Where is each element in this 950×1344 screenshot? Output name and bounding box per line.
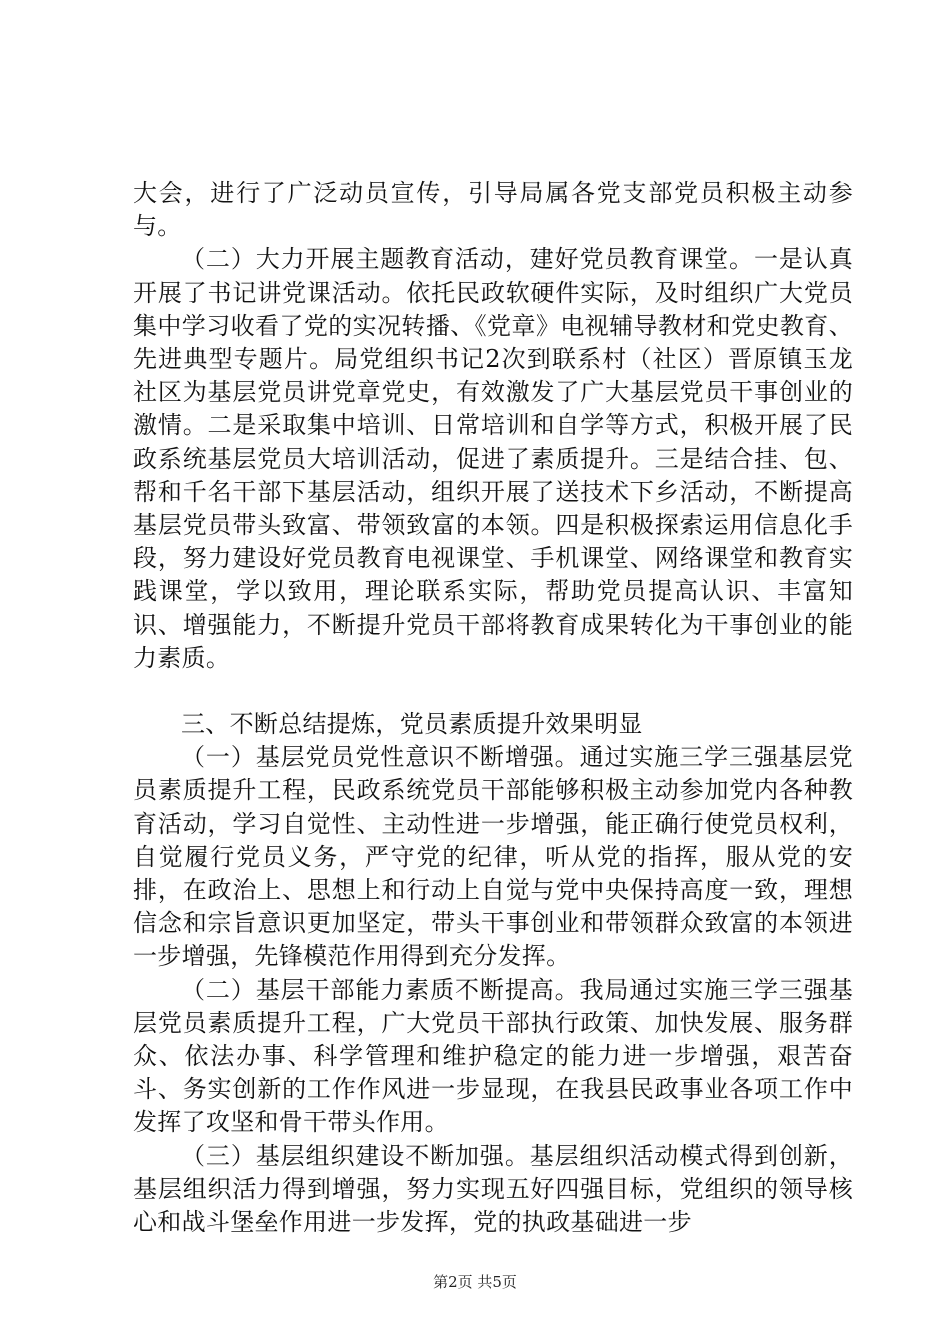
page-footer (0, 1272, 950, 1292)
document-body (133, 177, 853, 1239)
section-spacer (133, 675, 853, 708)
paragraph-education-activities: （二）大力开展主题教育活动，建好党员教育课堂。一是认真开展了书记讲党课活动。依托民政软硬件实际，及时组织广大党员集中学习收看了党的实况转播、《党章》电视辅导教材和党史教育、先进典型专题片。局党组织书记2次到联系村（社区）晋原镇玉龙社区为基层党员讲党章党史，有效激发了广大基层党员干事创业的激情。二是采取集中培训、日常培训和自学等方式，积极开展了民政系统基层党员大培训活动，促进了素质提升。三是结合挂、包、帮和千名干部下基层活动，组织开展了送技术下乡活动，不断提高基层党员带头致富、带领致富的本领。四是积极探索运用信息化手段，努力建设好党员教育电视课堂、手机课堂、网络课堂和教育实践课堂，学以致用，理论联系实际，帮助党员提高认识、丰富知识、增强能力，不断提升党员干部将教育成果转化为干事创业的能力素质。 (133, 245, 853, 672)
section-heading: 三、不断总结提炼，党员素质提升效果明显 (181, 710, 643, 739)
paragraph-party-awareness: （一）基层党员党性意识不断增强。通过实施三学三强基层党员素质提升工程，民政系统党员干部能够积极主动参加党内各种教育活动，学习自觉性、主动性进一步增强，能正确行使党员权利，自觉履行党员义务，严守党的纪律，听从党的指挥，服从党的安排，在政治上、思想上和行动上自觉与党中央保持高度一致，理想信念和宗旨意识更加坚定，带头干事创业和带领群众致富的本领进一步增强，先锋模范作用得到充分发挥。 (133, 743, 853, 971)
paragraph-continuation: 大会，进行了广泛动员宣传，引导局属各党支部党员积极主动参与。 (133, 179, 853, 241)
page-number: 第2页 共5页 (433, 1273, 517, 1291)
paragraph-cadre-ability: （二）基层干部能力素质不断提高。我局通过实施三学三强基层党员素质提升工程，广大党员干部执行政策、加快发展、服务群众、依法办事、科学管理和维护稳定的能力进一步增强，艰苦奋斗、务实创新的工作作风进一步显现，在我县民政事业各项工作中发挥了攻坚和骨干带头作用。 (133, 975, 853, 1137)
paragraph-organization-building: （三）基层组织建设不断加强。基层组织活动模式得到创新，基层组织活力得到增强，努力实现五好四强目标，党组织的领导核心和战斗堡垒作用进一步发挥，党的执政基础进一步 (133, 1141, 853, 1237)
